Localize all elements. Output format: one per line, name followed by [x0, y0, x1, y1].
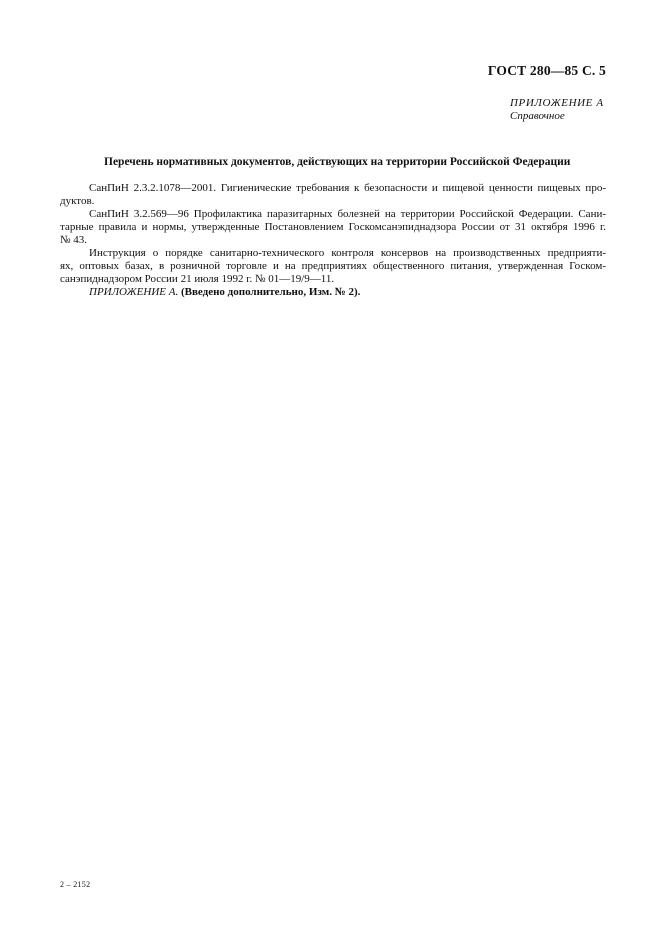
page-header: ГОСТ 280—85 С. 5	[487, 63, 606, 78]
paragraph-line: ях, оптовых базах, в розничной торговле и на предприятиях общественного питания, утвержденная Госком-	[60, 260, 606, 272]
paragraph-sanpin-32569	[60, 208, 606, 247]
paragraph-line: СанПиН 3.2.569—96 Профилактика паразитарных болезней на территории Российской Федерации. Сани-	[89, 208, 606, 220]
document-title: Перечень нормативных документов, действующих на территории Российской Федерации	[104, 156, 571, 168]
amendment-note-text: (Введено дополнительно, Изм. № 2).	[180, 286, 361, 298]
paragraph-line: № 43.	[60, 234, 87, 246]
paragraph-line: СанПиН 2.3.2.1078—2001. Гигиенические требования к безопасности и пищевой ценности пищевых про-	[89, 182, 606, 194]
paragraph-line: Инструкция о порядке санитарно-технического контроля консервов на производственных предприяти-	[89, 247, 606, 259]
amendment-note-label: ПРИЛОЖЕНИЕ А.	[89, 286, 179, 298]
paragraph-sanpin-2321078	[60, 182, 606, 208]
paragraph-line: тарные правила и нормы, утвержденные Постановлением Госкомсанэпиднадзора России от 31 октября 1996 г.	[60, 221, 606, 233]
paragraph-line: санэпиднадзором России 21 июля 1992 г. № 01—19/9—11.	[60, 273, 335, 285]
document-body	[60, 182, 606, 299]
footer-code: 2 – 2152	[60, 880, 91, 889]
appendix-type: Справочное	[510, 110, 565, 122]
appendix-label: ПРИЛОЖЕНИЕ А	[510, 97, 604, 109]
appendix-block	[510, 97, 604, 123]
paragraph-instruction	[60, 247, 606, 286]
amendment-note	[60, 286, 606, 299]
paragraph-line: дуктов.	[60, 195, 95, 207]
